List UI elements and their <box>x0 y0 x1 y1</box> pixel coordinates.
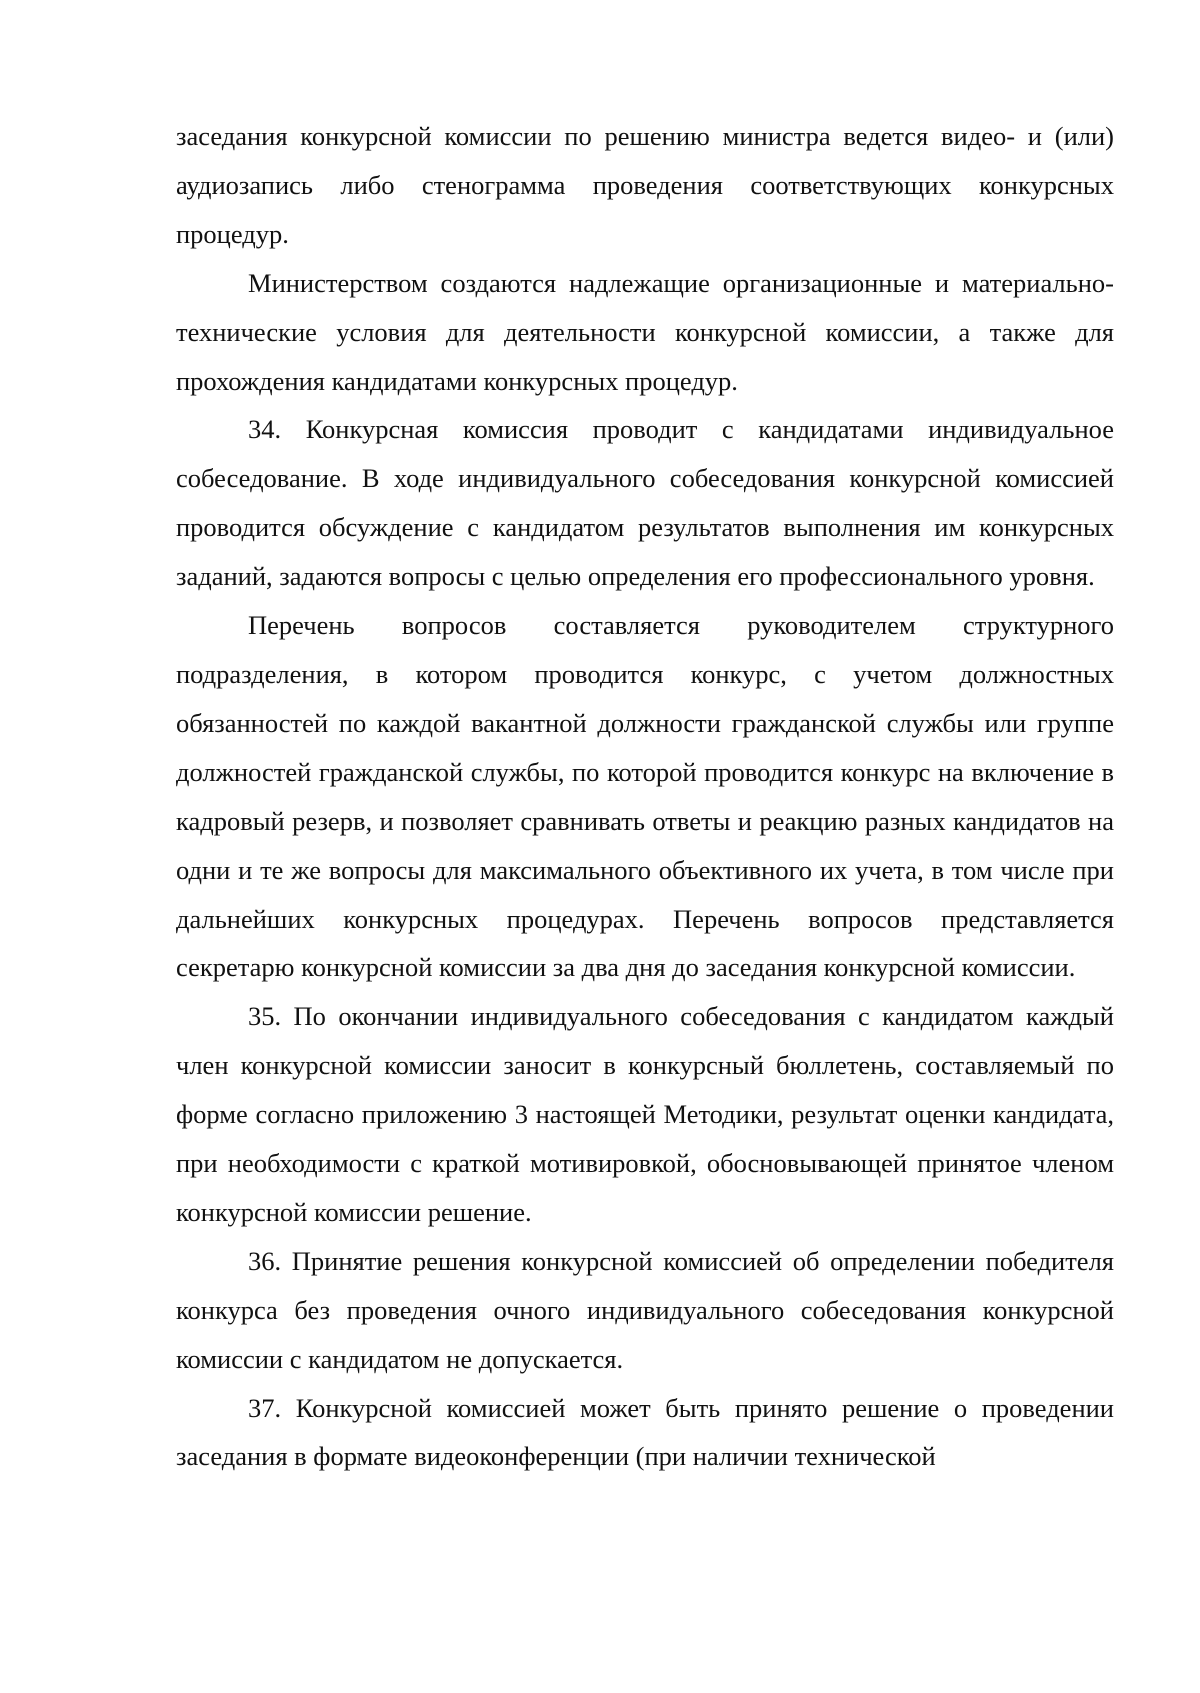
paragraph-video-recording: заседания конкурсной комиссии по решению министра ведется видео- и (или) аудиозапись либо стенограмма проведения соответствующих конкурсных процедур. <box>176 121 1114 249</box>
paragraph-question-list: Перечень вопросов составляется руководителем структурного подразделения, в котором проводится конкурс, с учетом должностных обязанностей по каждой вакантной должности гражданской службы или группе должностей гражданской службы, по которой проводится конкурс на включение в кадровый резерв, и позволяет сравнивать ответы и реакцию разных кандидатов на одни и те же вопросы для максимального объективного их учета, в том числе при дальнейших конкурсных процедурах. Перечень вопросов представляется секретарю конкурсной комиссии за два дня до заседания конкурсной комиссии. <box>176 610 1114 983</box>
paragraph-item-34: 34. Конкурсная комиссия проводит с кандидатами индивидуальное собеседование. В ходе индивидуального собеседования конкурсной комиссией проводится обсуждение с кандидатом результатов выполнения им конкурсных заданий, задаются вопросы с целью определения его профессионального уровня. <box>176 414 1114 592</box>
document-body <box>176 112 1114 1481</box>
paragraph-item-35: 35. По окончании индивидуального собеседования с кандидатом каждый член конкурсной комиссии заносит в конкурсный бюллетень, составляемый по форме согласно приложению 3 настоящей Методики, результат оценки кандидата, при необходимости с краткой мотивировкой, обосновывающей принятое членом конкурсной комиссии решение. <box>176 1001 1114 1227</box>
paragraph-item-36: 36. Принятие решения конкурсной комиссией об определении победителя конкурса без проведения очного индивидуального собеседования конкурсной комиссии с кандидатом не допускается. <box>176 1245 1114 1374</box>
paragraph-ministry-conditions: Министерством создаются надлежащие организационные и материально-технические условия для деятельности конкурсной комиссии, а также для прохождения кандидатами конкурсных процедур. <box>176 267 1114 396</box>
paragraph-item-37: 37. Конкурсной комиссией может быть принято решение о проведении заседания в формате видеоконференции (при наличии технической <box>176 1392 1114 1472</box>
